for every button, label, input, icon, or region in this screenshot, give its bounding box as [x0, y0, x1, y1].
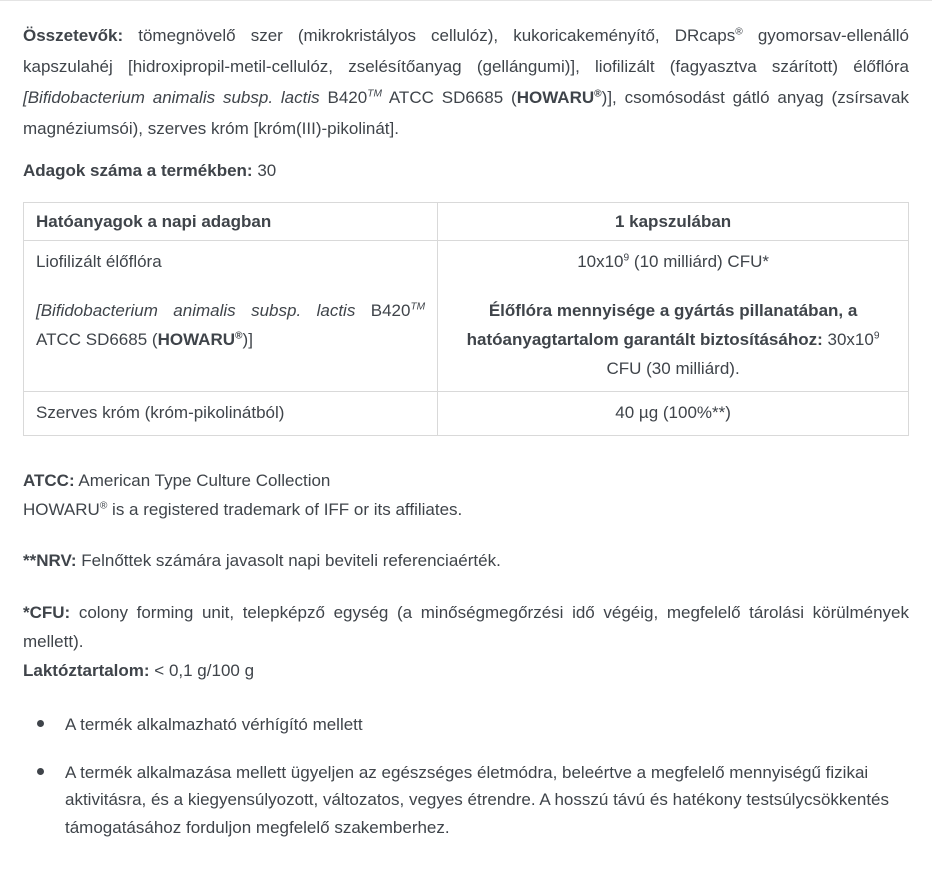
ingredient-name: Szerves króm (króm-pikolinátból) [24, 392, 438, 436]
usage-notes-list [23, 711, 909, 841]
note-amount-base: 30x10 [822, 330, 874, 350]
atcc-label: ATCC: [23, 470, 75, 490]
table-row [24, 241, 909, 392]
amount-exponent: 9 [623, 252, 630, 264]
ingredients-paragraph [23, 21, 909, 145]
ingredient-amount [450, 248, 896, 277]
table-header-per-capsule: 1 kapszulában [438, 202, 909, 241]
trademark-text: is a registered trademark of IFF or its affiliates. [107, 500, 463, 520]
brand-name: HOWARU [516, 87, 595, 107]
nrv-text: Felnőttek számára javasolt napi beviteli referenciaérték. [76, 551, 501, 571]
ingredients-text-3: ATCC SD6685 ( [381, 87, 517, 107]
bullet-icon [37, 768, 44, 775]
registered-mark: ® [735, 26, 743, 38]
bullet-icon [37, 720, 44, 727]
note-amount-unit: CFU (30 milliárd). [606, 359, 740, 379]
nrv-note [23, 546, 909, 575]
list-item-text: A termék alkalmazható vérhígító mellett [65, 715, 363, 735]
ingredients-text-4: )], csomósodást gátló anyag (zsírsavak magnéziumsói), szerves króm [króm(III)-pikolinát]. [23, 87, 910, 138]
list-item [37, 711, 909, 739]
atcc-note [23, 466, 909, 495]
brand-name: HOWARU [157, 330, 236, 350]
amount-unit: (10 milliárd) CFU* [629, 252, 769, 272]
strain-id: ATCC SD6685 ( [36, 330, 158, 350]
footnotes-section [23, 466, 909, 685]
strain-code: B420 [319, 87, 368, 107]
cfu-label: *CFU: [23, 602, 71, 622]
species-name: [Bifidobacterium animalis subsp. lactis [36, 301, 356, 321]
active-ingredients-table [23, 202, 909, 436]
bracket-close: )] [242, 330, 253, 350]
table-row [24, 392, 909, 436]
servings-line [23, 157, 909, 186]
ingredient-amount: 40 µg (100%**) [438, 392, 909, 436]
note-amount-exponent: 9 [873, 330, 880, 342]
table-header-row [24, 202, 909, 241]
table-header-ingredients: Hatóanyagok a napi adagban [24, 202, 438, 241]
ingredient-amount-note [450, 297, 896, 384]
trademark-mark: TM [410, 301, 426, 313]
servings-value: 30 [252, 160, 277, 180]
lactose-note [23, 656, 909, 685]
amount-base: 10x10 [577, 252, 624, 272]
registered-mark: ® [99, 500, 108, 512]
ingredient-species [36, 297, 425, 355]
lactose-label: Laktóztartalom: [23, 661, 150, 681]
list-item [37, 759, 909, 842]
atcc-text: American Type Culture Collection [74, 470, 331, 490]
cfu-text: colony forming unit, telepképző egység (a minőségmegőrzési idő végéig, megfelelő tárolási körülmények mellett). [23, 602, 909, 651]
species-name: [Bifidobacterium animalis subsp. lactis [23, 87, 320, 107]
registered-mark: ® [594, 88, 602, 100]
servings-label: Adagok száma a termékben: [23, 160, 253, 180]
list-item-text: A termék alkalmazása mellett ügyeljen az egészséges életmódra, beleértve a megfelelő mennyiségű fizikai aktivitásra, és a kiegyensúlyozott, változatos, vegyes étrendre. A hosszú távú és hatékony testsúlycsökkentés támogatásához forduljon megfelelő szakemberhez. [65, 762, 889, 837]
lactose-text: < 0,1 g/100 g [149, 661, 255, 681]
ingredient-name-cell [24, 241, 438, 392]
registered-mark: ® [235, 330, 243, 342]
ingredients-label: Összetevők: [23, 26, 124, 45]
ingredients-text-2: gyomorsav-ellenálló kapszulahéj [hidroxipropil-metil-cellulóz, zselésítőanyag (gellángumi)], liofilizált (fagyasztva szárított) élőflóra [23, 26, 910, 76]
ingredient-name: Liofilizált élőflóra [36, 252, 162, 272]
ingredient-amount-cell [438, 241, 909, 392]
strain-code: B420 [355, 301, 411, 321]
nrv-label: **NRV: [23, 551, 77, 571]
cfu-note [23, 598, 909, 656]
trademark-mark: TM [367, 88, 382, 100]
amount-note-label: Élőflóra mennyisége a gyártás pillanatában, a hatóanyagtartalom garantált biztosításához: [466, 301, 858, 350]
brand-name: HOWARU [23, 500, 100, 520]
ingredients-text-1: tömegnövelő szer (mikrokristályos cellulóz), kukoricakeményítő, DRcaps [123, 26, 736, 45]
howaru-trademark-note [23, 495, 909, 524]
